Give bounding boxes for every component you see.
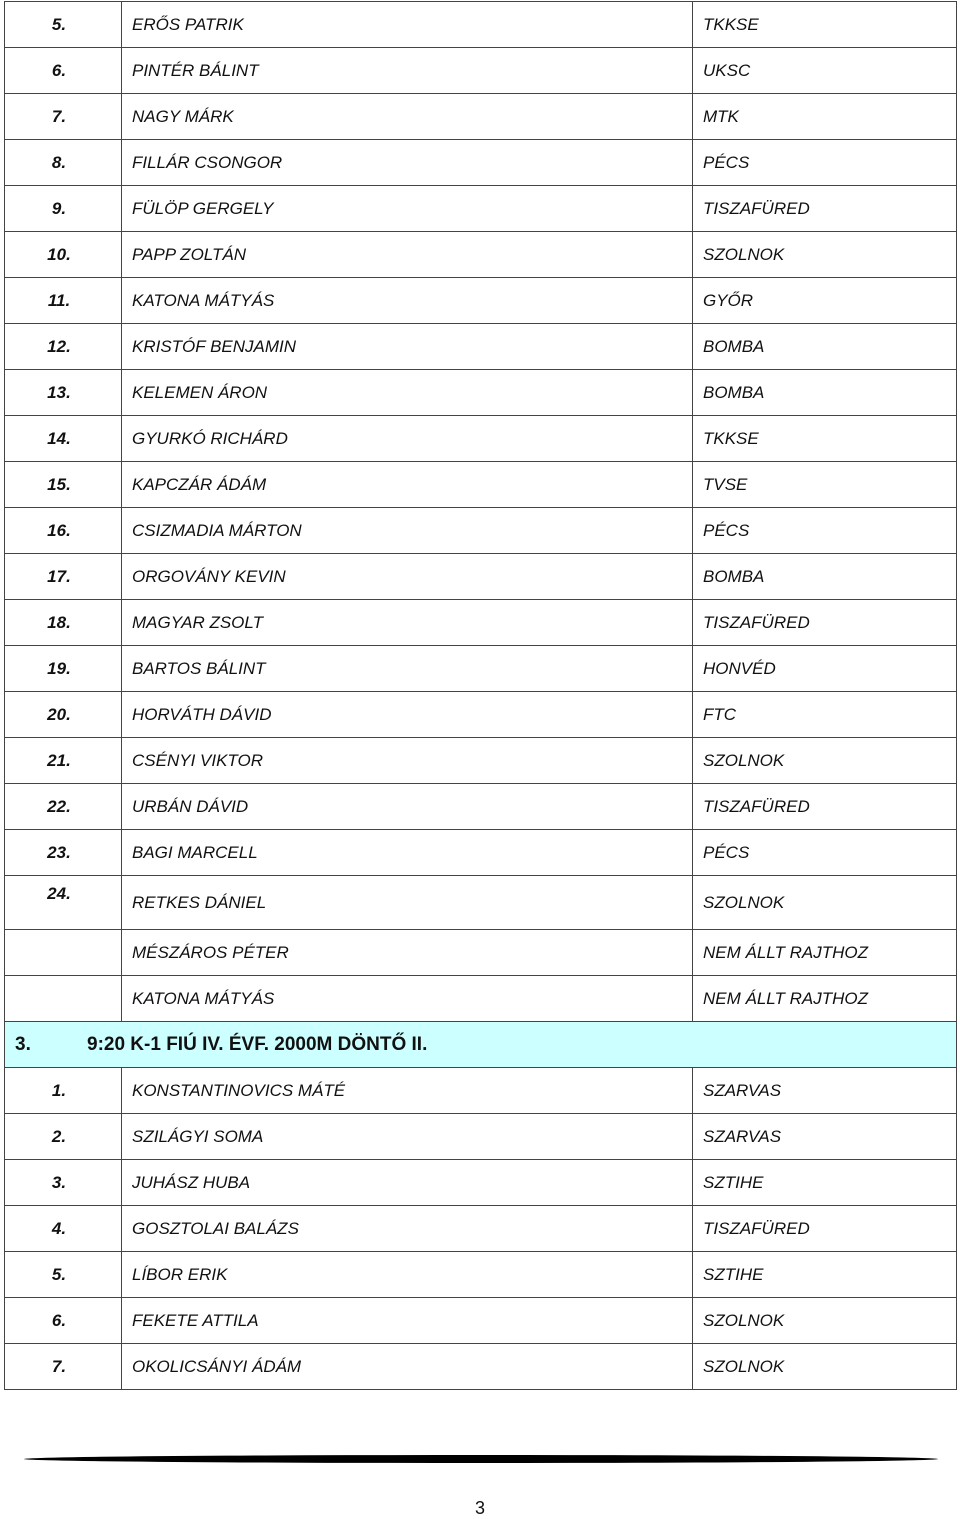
athlete-name: CSIZMADIA MÁRTON — [122, 508, 693, 554]
table-row — [5, 930, 957, 976]
athlete-name: KATONA MÁTYÁS — [122, 976, 693, 1022]
athlete-name: SZILÁGYI SOMA — [122, 1114, 693, 1160]
athlete-name: MAGYAR ZSOLT — [122, 600, 693, 646]
place: 7. — [5, 1344, 122, 1390]
athlete-name: OKOLICSÁNYI ÁDÁM — [122, 1344, 693, 1390]
athlete-name: KELEMEN ÁRON — [122, 370, 693, 416]
club: SZARVAS — [693, 1068, 957, 1114]
athlete-name: KRISTÓF BENJAMIN — [122, 324, 693, 370]
table-row — [5, 600, 957, 646]
athlete-name: LÍBOR ERIK — [122, 1252, 693, 1298]
table-row — [5, 876, 957, 930]
results-table — [4, 1, 957, 1390]
athlete-name: ORGOVÁNY KEVIN — [122, 554, 693, 600]
club: TKKSE — [693, 416, 957, 462]
place: 22. — [5, 784, 122, 830]
club: TISZAFÜRED — [693, 600, 957, 646]
place: 23. — [5, 830, 122, 876]
place: 18. — [5, 600, 122, 646]
section-title: 9:20 K-1 FIÚ IV. ÉVF. 2000M DÖNTŐ II. — [87, 1033, 428, 1055]
club: TVSE — [693, 462, 957, 508]
place: 17. — [5, 554, 122, 600]
athlete-name: NAGY MÁRK — [122, 94, 693, 140]
club: PÉCS — [693, 140, 957, 186]
place — [5, 930, 122, 976]
table-row — [5, 976, 957, 1022]
club: BOMBA — [693, 370, 957, 416]
club: TISZAFÜRED — [693, 1206, 957, 1252]
club: FTC — [693, 692, 957, 738]
table-row — [5, 692, 957, 738]
table-row — [5, 2, 957, 48]
table-row — [5, 370, 957, 416]
place: 15. — [5, 462, 122, 508]
club: NEM ÁLLT RAJTHOZ — [693, 930, 957, 976]
athlete-name: HORVÁTH DÁVID — [122, 692, 693, 738]
club: BOMBA — [693, 554, 957, 600]
athlete-name: FILLÁR CSONGOR — [122, 140, 693, 186]
athlete-name: KAPCZÁR ÁDÁM — [122, 462, 693, 508]
place: 5. — [5, 1252, 122, 1298]
athlete-name: GYURKÓ RICHÁRD — [122, 416, 693, 462]
place: 6. — [5, 48, 122, 94]
table-row — [5, 278, 957, 324]
table-row — [5, 738, 957, 784]
table-row — [5, 830, 957, 876]
table-row — [5, 1114, 957, 1160]
table-row — [5, 1344, 957, 1390]
table-row — [5, 416, 957, 462]
club: SZOLNOK — [693, 738, 957, 784]
table-row — [5, 784, 957, 830]
place: 19. — [5, 646, 122, 692]
place: 21. — [5, 738, 122, 784]
section-heading-cell — [5, 1022, 957, 1068]
table-row — [5, 554, 957, 600]
club: MTK — [693, 94, 957, 140]
table-row — [5, 48, 957, 94]
club: SZARVAS — [693, 1114, 957, 1160]
place: 5. — [5, 2, 122, 48]
club: SZOLNOK — [693, 232, 957, 278]
club: SZTIHE — [693, 1160, 957, 1206]
table-row — [5, 508, 957, 554]
athlete-name: URBÁN DÁVID — [122, 784, 693, 830]
table-row — [5, 94, 957, 140]
athlete-name: PINTÉR BÁLINT — [122, 48, 693, 94]
table-row — [5, 232, 957, 278]
athlete-name: KATONA MÁTYÁS — [122, 278, 693, 324]
table-row — [5, 1252, 957, 1298]
athlete-name: JUHÁSZ HUBA — [122, 1160, 693, 1206]
athlete-name: FEKETE ATTILA — [122, 1298, 693, 1344]
table-row — [5, 646, 957, 692]
athlete-name: RETKES DÁNIEL — [122, 876, 693, 930]
athlete-name: BARTOS BÁLINT — [122, 646, 693, 692]
club: SZOLNOK — [693, 1344, 957, 1390]
table-row — [5, 324, 957, 370]
place: 7. — [5, 94, 122, 140]
athlete-name: KONSTANTINOVICS MÁTÉ — [122, 1068, 693, 1114]
athlete-name: FÜLÖP GERGELY — [122, 186, 693, 232]
place: 13. — [5, 370, 122, 416]
section-heading — [5, 1022, 957, 1068]
athlete-name: BAGI MARCELL — [122, 830, 693, 876]
place: 6. — [5, 1298, 122, 1344]
athlete-name: CSÉNYI VIKTOR — [122, 738, 693, 784]
place: 9. — [5, 186, 122, 232]
club: NEM ÁLLT RAJTHOZ — [693, 976, 957, 1022]
club: SZOLNOK — [693, 876, 957, 930]
club: HONVÉD — [693, 646, 957, 692]
club: TISZAFÜRED — [693, 186, 957, 232]
place: 20. — [5, 692, 122, 738]
club: GYŐR — [693, 278, 957, 324]
table-row — [5, 1298, 957, 1344]
table-row — [5, 1068, 957, 1114]
athlete-name: PAPP ZOLTÁN — [122, 232, 693, 278]
club: SZTIHE — [693, 1252, 957, 1298]
club: BOMBA — [693, 324, 957, 370]
place: 8. — [5, 140, 122, 186]
place: 12. — [5, 324, 122, 370]
club: PÉCS — [693, 830, 957, 876]
place: 16. — [5, 508, 122, 554]
place: 2. — [5, 1114, 122, 1160]
table-row — [5, 1160, 957, 1206]
club: TKKSE — [693, 2, 957, 48]
place: 24. — [5, 876, 122, 930]
place: 10. — [5, 232, 122, 278]
club: PÉCS — [693, 508, 957, 554]
athlete-name: MÉSZÁROS PÉTER — [122, 930, 693, 976]
club: TISZAFÜRED — [693, 784, 957, 830]
club: SZOLNOK — [693, 1298, 957, 1344]
athlete-name: GOSZTOLAI BALÁZS — [122, 1206, 693, 1252]
table-row — [5, 462, 957, 508]
place: 1. — [5, 1068, 122, 1114]
place — [5, 976, 122, 1022]
table-row — [5, 186, 957, 232]
place: 3. — [5, 1160, 122, 1206]
footer-divider — [24, 1455, 938, 1463]
page-number: 3 — [474, 1498, 485, 1518]
place: 14. — [5, 416, 122, 462]
section-number: 3. — [15, 1033, 31, 1055]
place: 11. — [5, 278, 122, 324]
club: UKSC — [693, 48, 957, 94]
table-row — [5, 1206, 957, 1252]
place: 4. — [5, 1206, 122, 1252]
athlete-name: ERŐS PATRIK — [122, 2, 693, 48]
table-row — [5, 140, 957, 186]
